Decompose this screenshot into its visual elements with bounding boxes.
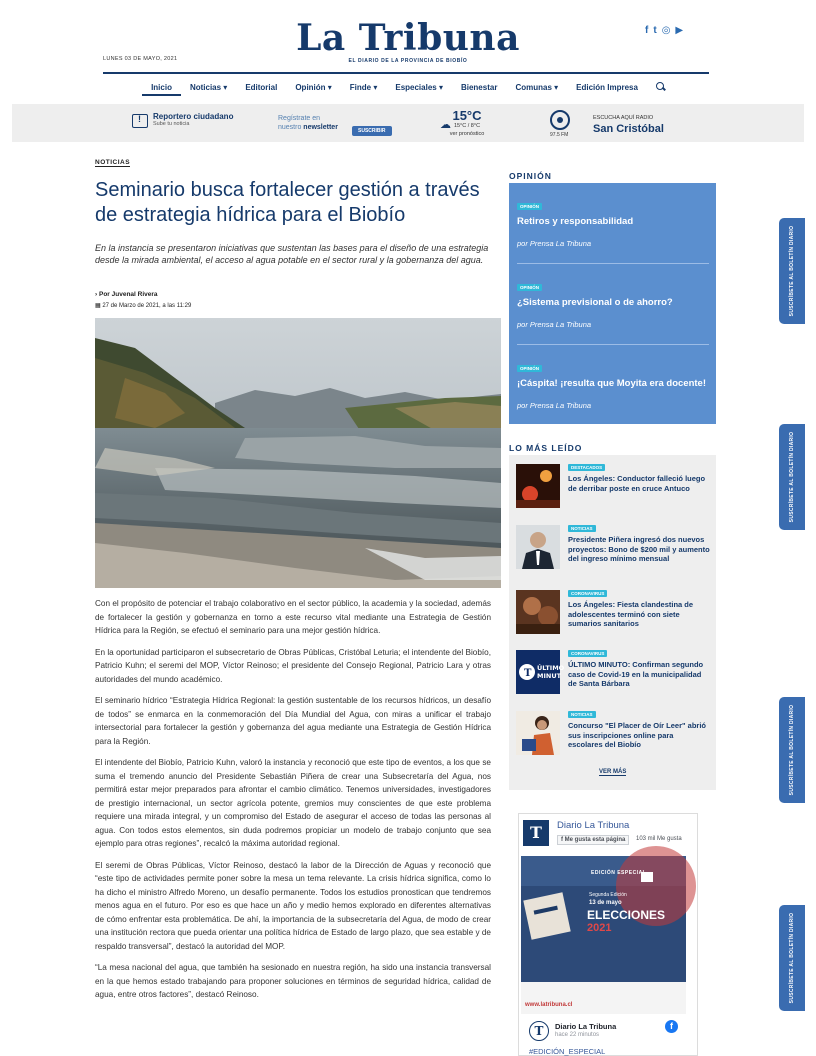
news-thumbnail[interactable] [516, 525, 560, 569]
reportero-ciudadano[interactable] [132, 112, 233, 150]
fb-like-count: 103 mil Me gusta [636, 836, 682, 842]
poster-kicker: EDICIÓN ESPECIAL [591, 870, 647, 876]
reportero-title: Reportero ciudadano [153, 112, 234, 121]
author-name[interactable]: Por Juvenal Rivera [98, 291, 158, 298]
article-headline: Seminario busca fortalecer gestión a través de estrategia hídrica para el Biobío [95, 179, 480, 226]
svg-text:ÚLTIMO: ÚLTIMO [537, 664, 565, 672]
article-lead: En la instancia se presentaron iniciativas que sustentan las bases para el diseño de una estrategia desde la mirada ambiental, el acceso al agua potable en el sector rural y la gobernanza del agua. [95, 243, 489, 265]
svg-text:MINUT: MINUT [537, 672, 562, 680]
newsletter-side-tab[interactable] [779, 424, 805, 530]
newsletter-side-tab[interactable] [779, 218, 805, 324]
weather-widget[interactable] [442, 108, 492, 146]
opinion-title[interactable]: ¡Cáspita! ¡resulta que Moyita era docente! [517, 378, 706, 389]
opinion-author[interactable]: por Prensa La Tribuna [517, 401, 592, 410]
nav-bienestar[interactable]: Bienestar [460, 83, 498, 92]
poster-url: www.latribuna.cl [525, 1002, 573, 1008]
list-item[interactable] [516, 590, 710, 638]
cloud-rain-icon: ☁ [440, 119, 451, 131]
weather-temp: 15°C [452, 108, 482, 123]
radio-broadcast-icon [550, 110, 570, 130]
radio-frequency: 97.5 FM [550, 132, 569, 138]
youtube-icon[interactable]: ▶ [675, 25, 684, 36]
list-item[interactable] [516, 464, 710, 512]
svg-text:T: T [524, 668, 532, 679]
opinion-divider [517, 263, 709, 264]
article-byline: › Por Juvenal Rivera [95, 291, 158, 298]
site-logo[interactable]: La Tribuna [296, 17, 520, 59]
newsletter-promo [278, 114, 338, 152]
article-category[interactable]: NOTICIAS [95, 159, 131, 166]
current-date: LUNES 03 DE MAYO, 2021 [103, 56, 178, 62]
publish-date: 27 de Marzo de 2021, a las 11:29 [102, 303, 192, 309]
opinion-title[interactable]: ¿Sistema previsional o de ahorro? [517, 297, 673, 308]
side-tab-label: SUSCRÍBETE AL BOLETÍN DIARIO [789, 225, 795, 317]
fb-like-button[interactable] [557, 835, 629, 845]
opinion-divider [517, 344, 709, 345]
facebook-icon: f [561, 837, 565, 843]
news-badge: NOTICIAS [568, 525, 596, 532]
opinion-item[interactable] [517, 357, 709, 410]
poster-title: ELECCIONES [587, 908, 666, 922]
chat-alert-icon [132, 114, 148, 128]
instagram-icon[interactable]: ◎ [661, 25, 671, 36]
site-tagline: EL DIARIO DE LA PROVINCIA DE BIOBÍO [348, 58, 468, 64]
river-photo-illustration [95, 318, 501, 588]
news-title[interactable]: Presidente Piñera ingresó dos nuevos proyectos: Bono de $200 mil y aumento del ingreso mínimo mensual [568, 535, 710, 563]
weather-forecast-link[interactable]: ver pronóstico [449, 131, 485, 137]
news-thumbnail[interactable] [516, 464, 560, 508]
opinion-item[interactable] [517, 276, 709, 329]
article-paragraph: Con el propósito de potenciar el trabajo colaborativo en el sector público, la academia y la sociedad, además de fortalecer la gestión y gobernanza en torno a este recurso vital mediante una Estrategia de Gestión Hídrica para la Región, se efectuó el seminario para una mejor gestión hídrica. [95, 599, 491, 635]
header-rule [103, 72, 709, 74]
fb-hashtag[interactable]: #EDICIÓN_ESPECIAL [529, 1047, 606, 1056]
nav-comunas[interactable]: Comunas ▾ [515, 83, 559, 92]
list-item[interactable] [516, 525, 710, 573]
poster-date: 13 de mayo [589, 900, 622, 906]
weather-range: 15°C / 8°C [453, 123, 481, 129]
news-thumbnail[interactable] [516, 650, 565, 694]
opinion-item[interactable] [517, 195, 709, 248]
article-paragraph: El intendente del Biobío, Patricio Kuhn, valoró la instancia y reconoció que este tipo de eventos, a los que se suma el tremendo anuncio del Presidente Sebastián Piñera de crear una Subsecretaría del Agua, nos permitirá estar mejor preparados para afrontar el cambio climático. Tenemos universidades, investigadores de prestigio internacional, un sector agrícola potente, gremios muy conscientes de que este problema requiere una mirada integral, y un compromiso del Estado de asegurar el acceso de todas las personas al agua. Con todos estos elementos, sin duda podremos propiciar un modelo de trabajo conjunto que sea ejemplo para otras regiones”, recalcó la máxima autoridad regional. [95, 758, 491, 848]
nav-opinion[interactable]: Opinión ▾ [295, 83, 332, 92]
ver-mas-link[interactable]: VER MÁS [599, 769, 627, 775]
mas-leido-section-title: LO MÁS LEÍDO [509, 443, 583, 453]
page-avatar[interactable]: T [523, 820, 549, 846]
facebook-widget [518, 813, 698, 1056]
fb-post-image[interactable] [521, 856, 686, 1014]
poster-year: 2021 [587, 922, 612, 934]
mas-leido-box [509, 455, 716, 790]
info-bar [12, 104, 804, 142]
opinion-author[interactable]: por Prensa La Tribuna [517, 320, 592, 329]
facebook-icon[interactable]: f [665, 1020, 678, 1033]
opinion-badge: OPINIÓN [517, 365, 542, 372]
newsletter-side-tab[interactable] [779, 905, 805, 1011]
nav-search[interactable] [647, 82, 674, 96]
article-paragraph: El seminario hídrico “Estrategia Hídrica Regional: la gestión sustentable de los recursos hídricos, un desafío de todos” se enmarca en la conmemoración del Día Mundial del Agua, con miras a unificar el trabajo intersectorial para fortalecer la gestión y gobernanza del agua mediante una Estrategia de Gestión Hídrica para la Región. [95, 696, 491, 746]
newsletter-word: newsletter [303, 124, 338, 131]
opinion-section-title: OPINIÓN [509, 171, 552, 181]
fb-post-name[interactable]: Diario La Tribuna [555, 1022, 617, 1031]
article-dateline [95, 302, 191, 309]
news-title[interactable]: Los Ángeles: Conductor falleció luego de derribar poste en cruce Antuco [568, 474, 706, 493]
article-body [95, 597, 491, 1010]
fb-page-name[interactable]: Diario La Tribuna [557, 820, 630, 831]
radio-subtitle: ESCUCHA AQUÍ RADIO [593, 115, 654, 121]
radio-name: San Cristóbal [593, 123, 664, 135]
news-badge: CORONAVIRUS [568, 650, 607, 657]
list-item[interactable] [516, 711, 710, 759]
poster-sub: Segunda Edición [589, 892, 627, 898]
nav-edicion-impresa[interactable]: Edición Impresa [576, 83, 638, 92]
opinion-badge: OPINIÓN [517, 203, 542, 210]
news-badge: NOTICIAS [568, 711, 596, 718]
opinion-badge: OPINIÓN [517, 284, 542, 291]
news-title[interactable]: Los Ángeles: Fiesta clandestina de adolescentes terminó con siete sumarios sanitarios [568, 600, 694, 628]
news-title[interactable]: Concurso "El Placer de Oír Leer" abrió sus inscripciones online para escolares del Biobío [568, 721, 706, 749]
fb-like-label: Me gusta esta página [564, 837, 626, 843]
newsletter-line2: nuestro [278, 124, 304, 131]
article-paragraph: En la oportunidad participaron el subsecretario de Obras Públicas, Cristóbal Leturia; el intendente del Biobío, Patricio Kuhn; el seremi del MOP, Víctor Reinoso; el presidente del Consejo Regional, Patricio Lara y otras autoridades del mundo académico. [95, 647, 491, 684]
nav-editorial[interactable]: Editorial [245, 83, 278, 92]
nav-inicio[interactable]: Inicio [142, 82, 181, 96]
search-icon[interactable] [656, 82, 665, 91]
opinion-box [509, 183, 716, 424]
side-tab-label: SUSCRÍBETE AL BOLETÍN DIARIO [789, 431, 795, 523]
main-nav [0, 82, 816, 96]
post-avatar[interactable]: T [529, 1021, 549, 1041]
news-thumbnail[interactable] [516, 711, 560, 755]
article-paragraph: “La mesa nacional del agua, que también ha sesionado en nuestra región, ha sido una instancia transversal en la que hemos estado trabajando para proponer soluciones en términos de seguridad hídrica, calidad de agua, entre otros factores”, destacó Reinoso. [95, 963, 491, 999]
fb-post-time: hace 22 minutos [555, 1032, 600, 1038]
subscribe-button[interactable]: SUSCRIBIR [352, 126, 392, 136]
article-paragraph: El seremi de Obras Públicas, Víctor Reinoso, destacó la labor de la Dirección de Aguas y reconoció que “este tipo de actividades permite poner sobre la mesa un tema relevante. La crisis hídrica significa, como lo ha dicho el ministro Alfredo Moreno, un desafío permanente. Todos los estudios pronostican que tendremos menos agua en el futuro. Por eso es que hace un año y medio hemos explorado en diferentes alternativas de cómo enfrentar esta problemática. De ahí, la importancia de la subsecretaría del Agua, de modo de crear una institución rectora que pueda orientar una política hídrica de Estado de largo plazo, que sea estable y de respaldo transversal”, destacó la autoridad del MOP. [95, 860, 491, 951]
calendar-icon: ▦ [95, 303, 101, 309]
elecciones-poster [521, 856, 686, 1014]
social-links [645, 25, 683, 36]
nav-finde[interactable]: Finde ▾ [349, 83, 378, 92]
newsletter-side-tab[interactable] [779, 697, 805, 803]
facebook-icon[interactable]: f [645, 25, 649, 36]
newsletter-line1: Regístrate en [278, 115, 321, 122]
nav-especiales[interactable]: Especiales ▾ [395, 83, 443, 92]
opinion-author[interactable]: por Prensa La Tribuna [517, 239, 592, 248]
article-photo [95, 318, 501, 588]
news-badge: DESTACADOS [568, 464, 605, 471]
news-title[interactable]: ÚLTIMO MINUTO: Confirman segundo caso de Covid-19 en la municipalidad de Santa Bárbara [568, 660, 704, 688]
reportero-subtitle: Sube tu noticia [153, 121, 190, 127]
opinion-title[interactable]: Retiros y responsabilidad [517, 216, 634, 227]
news-badge: CORONAVIRUS [568, 590, 607, 597]
list-item[interactable] [516, 650, 710, 698]
nav-noticias[interactable]: Noticias ▾ [189, 83, 228, 92]
twitter-icon[interactable]: t [653, 25, 657, 36]
side-tab-label: SUSCRÍBETE AL BOLETÍN DIARIO [789, 912, 795, 1004]
side-tab-label: SUSCRÍBETE AL BOLETÍN DIARIO [789, 704, 795, 796]
news-thumbnail[interactable] [516, 590, 560, 634]
